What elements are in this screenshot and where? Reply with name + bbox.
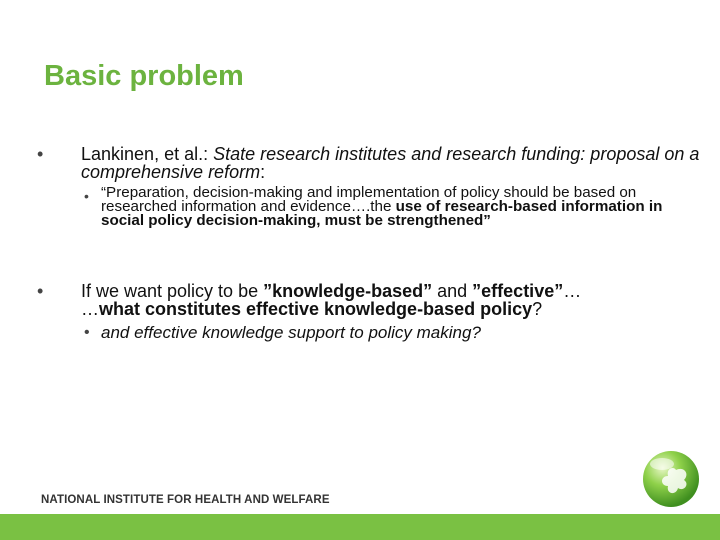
bullet-2-bold2: ”effective” [472, 281, 564, 301]
sub-bullet-2-text: and effective knowledge support to policy making? [101, 323, 481, 342]
bullet-marker: • [37, 144, 44, 164]
sub-bullet-marker: • [84, 188, 89, 204]
green-globe-icon [640, 448, 702, 510]
bottom-bar [0, 514, 720, 540]
bullet-1-italic: State research institutes and research funding: proposal on a comprehensive reform [81, 144, 700, 182]
bullet-2-text [81, 282, 701, 318]
slide-title: Basic problem [44, 60, 244, 92]
bullet-1-suffix: : [260, 162, 266, 182]
sub-bullet-1-bold: use of research-based information in social policy decision-making, must be strengthened” [101, 198, 663, 229]
bullet-2-part4: … [81, 299, 99, 319]
bullet-1-text [81, 145, 701, 181]
sub-bullet-1-text [101, 186, 686, 228]
bullet-2-part2: and [432, 281, 473, 301]
footer-organization: NATIONAL INSTITUTE FOR HEALTH AND WELFARE [41, 494, 330, 506]
sub-bullet-1-plain: “Preparation, decision-making and implementation of policy should be based on researched information and evidence….the [101, 184, 637, 215]
bullet-2-part5: ? [532, 299, 543, 319]
bullet-2-bold3: what constitutes effective knowledge-based policy [99, 299, 533, 319]
bullet-1-prefix: Lankinen, et al.: [81, 144, 214, 164]
bullet-2-part3: … [563, 281, 582, 301]
bullet-marker: • [37, 281, 44, 301]
bullet-2-bold1: ”knowledge-based” [263, 281, 433, 301]
sub-bullet-marker: • [84, 324, 90, 341]
bullet-2-part1: If we want policy to be [81, 281, 264, 301]
